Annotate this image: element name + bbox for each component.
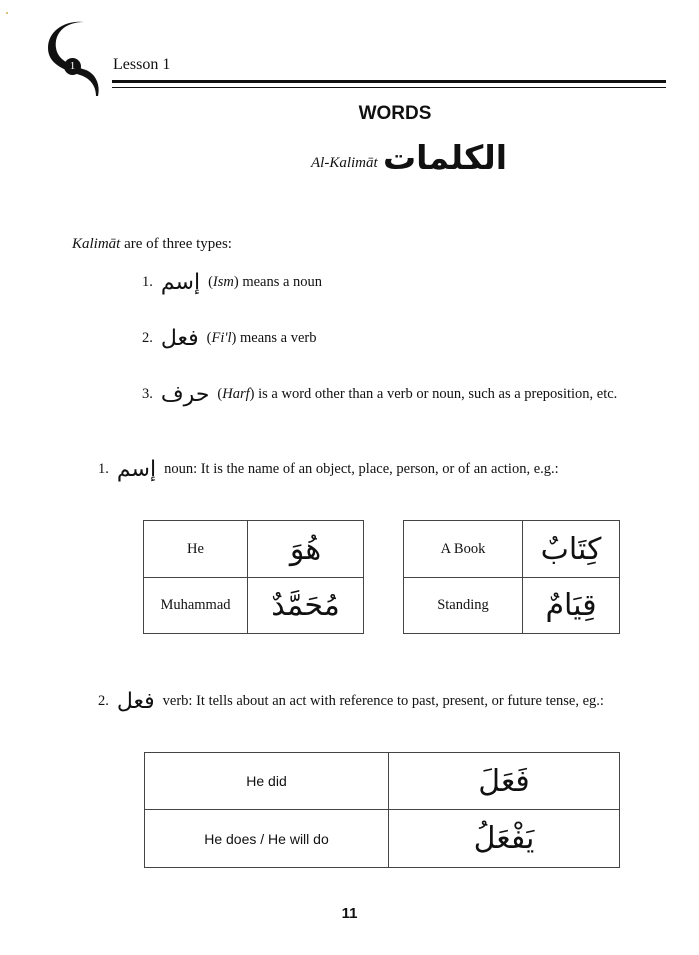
section-text: verb: It tells about an act with reference to past, present, or future tense, eg.:	[162, 693, 604, 709]
list-item	[142, 326, 316, 351]
list-item-number: 2.	[142, 330, 153, 346]
table-row	[404, 521, 620, 578]
table-cell-english: A Book	[404, 521, 523, 578]
title-arabic: الكلمات	[383, 138, 508, 177]
table-cell-arabic: مُحَمَّدٌ	[248, 578, 364, 634]
table-row	[145, 810, 620, 868]
table-cell-english: He	[144, 521, 248, 578]
table-row	[145, 753, 620, 810]
lesson-number-badge: 1	[64, 58, 81, 75]
table-row	[144, 521, 364, 578]
table-cell-english: He did	[145, 753, 389, 810]
list-item-description: (Ism) means a noun	[208, 274, 323, 290]
table-cell-arabic: كِتَابٌ	[523, 521, 620, 578]
verb-heading	[98, 689, 604, 714]
list-item	[142, 270, 322, 295]
table-row	[144, 578, 364, 634]
list-item-number: 3.	[142, 386, 153, 402]
header-rule	[112, 80, 666, 83]
noun-table-left	[143, 520, 364, 634]
header-rule-thin	[112, 87, 666, 88]
list-item-arabic: حرف	[160, 382, 210, 407]
list-item	[142, 382, 617, 407]
page-number: 11	[341, 905, 358, 922]
intro-rest: are of three types:	[120, 236, 232, 252]
section-arabic: إسم	[116, 457, 157, 482]
intro-term: Kalimāt	[72, 236, 121, 252]
scan-speck	[6, 12, 8, 14]
intro-text	[72, 236, 232, 253]
noun-table-right	[403, 520, 620, 634]
page-title: WORDS	[358, 103, 432, 124]
list-item-description: (Harf) is a word other than a verb or noun, such as a preposition, etc.	[217, 386, 618, 402]
section-number: 1.	[98, 461, 109, 477]
table-cell-arabic: هُوَ	[248, 521, 364, 578]
table-cell-english: Standing	[404, 578, 523, 634]
noun-heading	[98, 457, 559, 482]
lesson-badge-icon	[40, 18, 110, 96]
list-item-number: 1.	[142, 274, 153, 290]
section-number: 2.	[98, 693, 109, 709]
table-cell-english: He does / He will do	[145, 810, 389, 868]
lesson-label: Lesson 1	[113, 56, 171, 73]
list-item-arabic: إسم	[160, 270, 201, 295]
table-cell-arabic: فَعَلَ	[389, 753, 620, 810]
section-arabic: فعل	[116, 689, 155, 714]
table-cell-english: Muhammad	[144, 578, 248, 634]
title-transliteration: Al-Kalimāt	[311, 155, 378, 171]
verb-table	[144, 752, 620, 868]
table-cell-arabic: قِيَامٌ	[523, 578, 620, 634]
table-row	[404, 578, 620, 634]
list-item-arabic: فعل	[160, 326, 199, 351]
section-text: noun: It is the name of an object, place, person, or of an action, e.g.:	[164, 461, 559, 477]
list-item-description: (Fi'l) means a verb	[206, 330, 317, 346]
table-cell-arabic: يَفْعَلُ	[389, 810, 620, 868]
